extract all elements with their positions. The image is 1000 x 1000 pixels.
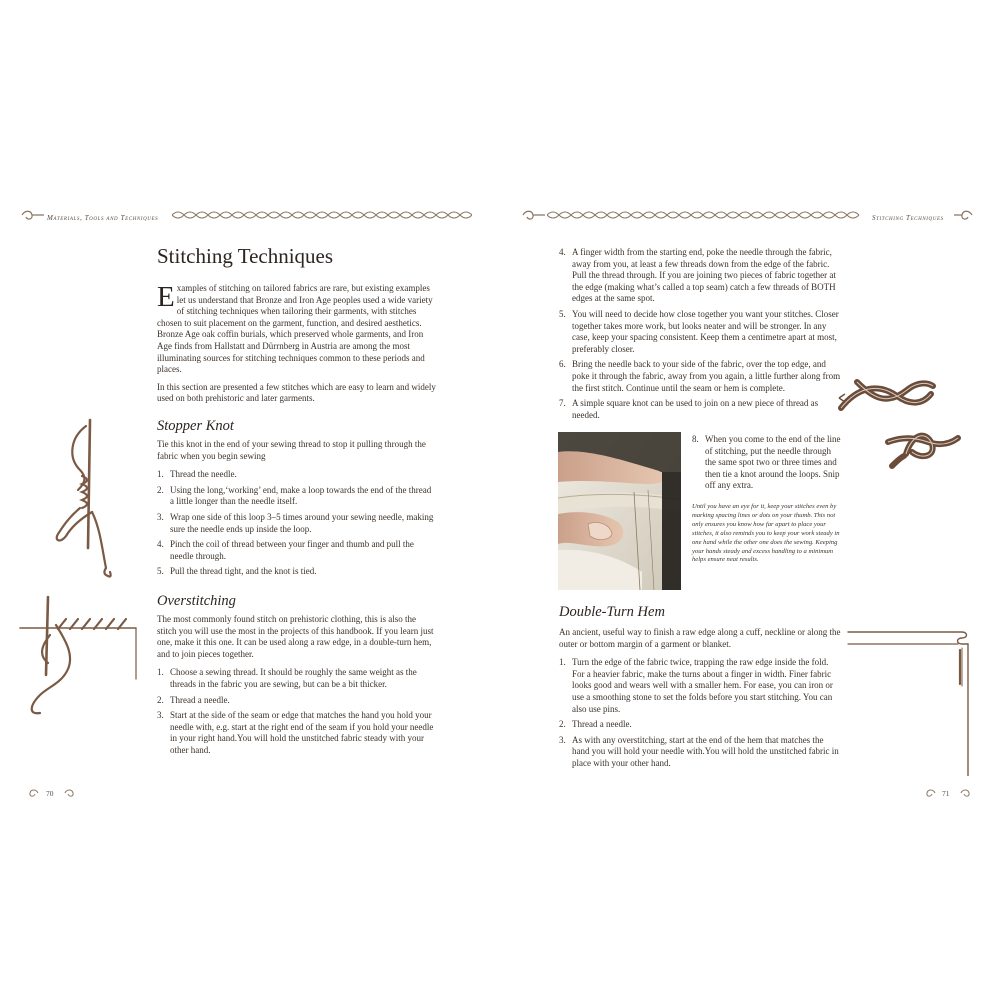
- intro-paragraph: [157, 283, 437, 376]
- step-number: 4.: [157, 539, 164, 550]
- step-item: [559, 719, 843, 731]
- right-page-number-ornament-end: [959, 788, 971, 798]
- step-8-block: [692, 434, 842, 496]
- step-text: Using the long,‘working’ end, make a loop towards the end of the thread a little longer than the needle itself.: [170, 484, 432, 507]
- step-number: 1.: [559, 657, 566, 668]
- right-header-end-swirl-ornament: [952, 209, 974, 221]
- intro-paragraph-2: In this section are presented a few stitches which are easy to learn and widely used on both prehistoric and later garments.: [157, 381, 436, 404]
- step-item: [157, 710, 437, 756]
- page-number-left: 70: [46, 789, 54, 798]
- step-8-list: [692, 434, 842, 492]
- step-text: Pull the thread tight, and the knot is tied.: [170, 566, 317, 577]
- page-title: Stitching Techniques: [157, 244, 334, 268]
- step-text: A simple square knot can be used to join on a new piece of thread as needed.: [572, 398, 819, 420]
- step-item: [559, 735, 843, 770]
- stopper-knot-lead: Tie this knot in the end of your sewing thread to stop it pulling through the fabric when you begin sewing: [157, 439, 426, 461]
- double-turn-hem-illustration: [846, 628, 978, 776]
- page-number-right: 71: [942, 789, 950, 798]
- step-item: [559, 359, 843, 394]
- step-text: Bring the needle back to your side of the fabric, over the top edge, and poke it through the fabric, away from you again, a little further along from the first stitch. Continue until the seam or hem is complete.: [572, 359, 841, 393]
- step-item: [157, 485, 437, 508]
- step-text: Choose a sewing thread. It should be roughly the same weight as the threads in the fabric you are sewing, but can be a bit thicker.: [170, 667, 417, 689]
- step-number: 3.: [559, 734, 566, 745]
- step-text: You will need to decide how close together you want your stitches. Closer together takes more work, but looks neater and will be stronger. In any case, keep your spacing consistent. Keep them a centimetre apart at most, preferably closer.: [572, 308, 839, 354]
- step-number: 7.: [559, 398, 566, 409]
- overstitching-illustration: [18, 595, 140, 725]
- step-text: Thread a needle.: [572, 719, 632, 730]
- step-number: 2.: [559, 719, 566, 730]
- step-text: Thread the needle.: [170, 469, 237, 480]
- heading-overstitching: Overstitching: [157, 593, 236, 609]
- step-number: 1.: [157, 469, 164, 480]
- step-number: 2.: [157, 484, 164, 495]
- right-page-number-ornament: [925, 788, 937, 798]
- step-text: As with any overstitching, start at the end of the hem that matches the hand you will hold your needle with.You will hold the unstitched fabric in place with your other hand.: [572, 734, 839, 768]
- step-item: [692, 434, 842, 492]
- right-header-chain-ornament: [547, 209, 863, 221]
- step-text: Turn the edge of the fabric twice, trapping the raw edge inside the fold. For a heavier fabric, make the turns about a finger in width. Finer fabric looks good and wears well with a smaller hem. For ease, you can iron or use a smoothing stone to set the folds before you start stitching. You can also use pins.: [572, 657, 833, 714]
- step-number: 2.: [157, 694, 164, 705]
- step-item: [157, 469, 437, 481]
- step-number: 6.: [559, 359, 566, 370]
- overstitching-lead: The most commonly found stitch on prehistoric clothing, this is also the stitch you will use the most in the projects of this handbook. If you learn just one, make it this one. It can be used along a raw edge, in a double-turn hem, and to join pieces together.: [157, 614, 434, 659]
- overstitching-steps: [157, 667, 437, 756]
- overstitching-section: [157, 614, 437, 761]
- left-page-number-ornament: [28, 788, 40, 798]
- stopper-knot-illustration: [48, 418, 128, 580]
- stopper-knot-steps: [157, 469, 437, 578]
- step-number: 8.: [692, 434, 699, 444]
- step-text: Pinch the coil of thread between your finger and thumb and pull the needle through.: [170, 539, 414, 561]
- square-knot-illustration-loose: [837, 368, 937, 423]
- step-text: A finger width from the starting end, poke the needle through the fabric, away from you, at least a few threads down from the edge of the fabric. Pull the thread through. If you are joining two pieces of fabric together at the edge (making what’s called a top seam) catch a few threads of BOTH edges at the same spot.: [572, 247, 836, 304]
- step-item: [559, 398, 843, 421]
- step-item: [157, 512, 437, 535]
- step-text: When you come to the end of the line of stitching, put the needle through the same spot two or three times and then tie a knot around the loops. Snip off any extra.: [705, 434, 841, 491]
- drop-cap: E: [157, 281, 175, 313]
- step-item: [559, 657, 843, 715]
- step-number: 4.: [559, 247, 566, 257]
- running-head-left: Materials, Tools and Techniques: [47, 214, 159, 222]
- step-number: 1.: [157, 667, 164, 678]
- step-item: [157, 667, 437, 690]
- left-header-chain-ornament: [172, 209, 472, 221]
- step-item: [157, 539, 437, 562]
- left-header-swirl-ornament: [20, 209, 46, 221]
- photo-caption: Until you have an eye for it, keep your stitches even by marking spacing lines or dots on your thumb. This not only ensures you know how far apart to place your stitches, it also reminds you to keep your work steady in one hand while the other one does the sewing. Keeping your hands steady and excess handling to a minimum helps ensure neat results.: [692, 503, 840, 564]
- intro-text: [157, 283, 437, 411]
- step-text: Start at the side of the seam or edge that matches the hand you hold your needle with, e.g. start at the right end of the seam if you hold your needle in your right hand.You will hold the unstitched fabric steady with your other hand.: [170, 710, 434, 755]
- overstitching-continued: [559, 247, 843, 425]
- double-turn-hem-lead: An ancient, useful way to finish a raw edge along a cuff, neckline or along the outer or bottom margin of a garment or blanket.: [559, 627, 841, 649]
- step-number: 5.: [157, 566, 164, 577]
- running-head-right: Stitching Techniques: [872, 214, 944, 222]
- intro-paragraph-text: xamples of stitching on tailored fabrics are rare, but existing examples let us understand that Bronze and Iron Age peoples used a wide variety of stitching techniques when tailoring their garments, with stitches chosen to suit placement on the garment, function, and desired aesthetics. Bronze Age oak coffin burials, which preserved whole garments, and Iron Age finds from Hallstatt and Dürrnberg in Austria are among the most illuminating sources for stitching techniques common to these periods and places.: [157, 283, 433, 375]
- step-text: Thread a needle.: [170, 694, 230, 705]
- left-page-number-ornament-end: [63, 788, 75, 798]
- double-turn-hem-steps: [559, 657, 843, 769]
- stopper-knot-section: [157, 439, 437, 582]
- step-item: [157, 695, 437, 707]
- heading-stopper-knot: Stopper Knot: [157, 418, 234, 434]
- heading-double-turn-hem: Double-Turn Hem: [559, 604, 665, 620]
- step-item: [559, 309, 843, 355]
- step-item: [157, 566, 437, 578]
- step-item: [559, 247, 843, 305]
- right-header-swirl-ornament: [521, 209, 547, 221]
- overstitching-steps-continued: [559, 247, 843, 421]
- step-number: 3.: [157, 710, 164, 721]
- step-number: 3.: [157, 511, 164, 522]
- step-number: 5.: [559, 308, 566, 319]
- step-text: Wrap one side of this loop 3–5 times around your sewing needle, making sure the needle ends up inside the loop.: [170, 511, 434, 534]
- double-turn-hem-section: [559, 627, 843, 774]
- square-knot-illustration-tied: [882, 416, 962, 476]
- sewing-hands-photo: [558, 432, 681, 590]
